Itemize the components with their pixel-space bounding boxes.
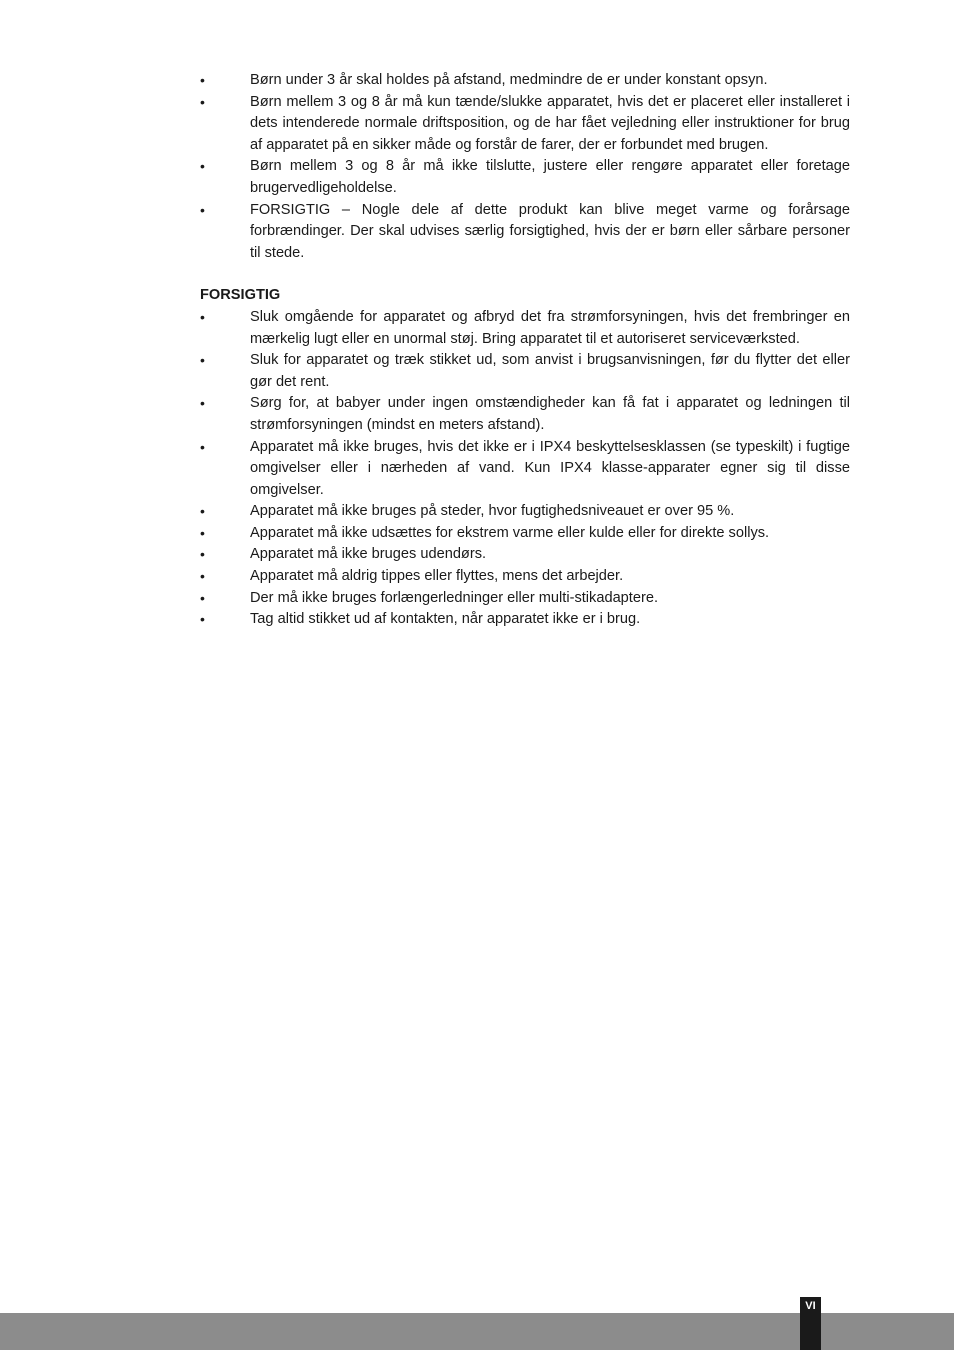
bullet-icon: • xyxy=(200,503,205,520)
document-body xyxy=(200,70,850,631)
list-item-text: Børn mellem 3 og 8 år må kun tænde/slukke apparatet, hvis det er placeret eller installeret i dets intenderede normale driftsposition, og de har fået vejledning eller instruktioner for brug af apparatet på en sikker måde og forstår de farer, der er forbundet med brugen. xyxy=(250,93,850,153)
section-heading-forsigtig: FORSIGTIG xyxy=(200,287,281,304)
list-item-text: Apparatet må ikke bruges udendørs. xyxy=(250,546,487,563)
list-item-text: Apparatet må aldrig tippes eller flyttes, mens det arbejder. xyxy=(250,568,624,585)
list-item xyxy=(200,92,850,157)
list-item-text: Sluk for apparatet og træk stikket ud, som anvist i brugsanvisningen, før du flytter det eller gør det rent. xyxy=(250,352,850,390)
bullet-icon: • xyxy=(200,524,205,541)
bullet-icon: • xyxy=(200,395,205,412)
list-item xyxy=(200,156,850,199)
bullet-icon: • xyxy=(200,352,205,369)
list-item xyxy=(200,501,850,523)
bullet-icon: • xyxy=(200,546,205,563)
bullet-icon: • xyxy=(200,201,205,218)
list-item-text: Apparatet må ikke udsættes for ekstrem varme eller kulde eller for direkte sollys. xyxy=(250,524,770,541)
list-item xyxy=(200,437,850,502)
list-item xyxy=(200,393,850,436)
page-number-tab xyxy=(800,1297,821,1350)
list-item-text: Sørg for, at babyer under ingen omstændigheder kan få fat i apparatet og ledningen til strømforsyningen (mindst en meters afstand). xyxy=(250,395,850,433)
list-item-text: Børn mellem 3 og 8 år må ikke tilslutte, justere eller rengøre apparatet eller foretage brugervedligeholdelse. xyxy=(250,158,850,196)
list-item xyxy=(200,544,850,566)
caution-list xyxy=(200,307,850,631)
list-item-text: Apparatet må ikke bruges på steder, hvor fugtighedsniveauet er over 95 %. xyxy=(250,503,735,520)
list-item xyxy=(200,609,850,631)
child-safety-list xyxy=(200,70,850,264)
list-item-text: Apparatet må ikke bruges, hvis det ikke er i IPX4 beskyttelsesklassen (se typeskilt) i fugtige omgivelser eller i nærheden af vand. Kun IPX4 klasse-apparater egner sig til disse omgivelser. xyxy=(250,438,850,498)
bullet-icon: • xyxy=(200,611,205,628)
list-item-text: FORSIGTIG – Nogle dele af dette produkt kan blive meget varme og forårsage forbrændinger. Der skal udvises særlig forsigtighed, hvis der er børn eller sårbare personer til stede. xyxy=(250,201,850,261)
bullet-icon: • xyxy=(200,438,205,455)
list-item xyxy=(200,588,850,610)
bullet-icon: • xyxy=(200,93,205,110)
list-item xyxy=(200,566,850,588)
list-item xyxy=(200,350,850,393)
bullet-icon: • xyxy=(200,72,205,88)
bullet-icon: • xyxy=(200,308,205,325)
list-item xyxy=(200,70,850,92)
bullet-icon: • xyxy=(200,158,205,175)
bullet-icon: • xyxy=(200,589,205,606)
list-item xyxy=(200,523,850,545)
list-item-text: Tag altid stikket ud af kontakten, når apparatet ikke er i brug. xyxy=(250,611,641,628)
page-number: VI xyxy=(805,1300,816,1312)
bullet-icon: • xyxy=(200,568,205,585)
list-item-text: Der må ikke bruges forlængerledninger eller multi-stikadaptere. xyxy=(250,589,658,606)
list-item xyxy=(200,307,850,350)
list-item-text: Børn under 3 år skal holdes på afstand, medmindre de er under konstant opsyn. xyxy=(250,72,768,88)
list-item xyxy=(200,200,850,265)
list-item-text: Sluk omgående for apparatet og afbryd det fra strømforsyningen, hvis det frembringer en mærkelig lugt eller en unormal støj. Bring apparatet til et autoriseret serviceværksted. xyxy=(250,308,850,347)
